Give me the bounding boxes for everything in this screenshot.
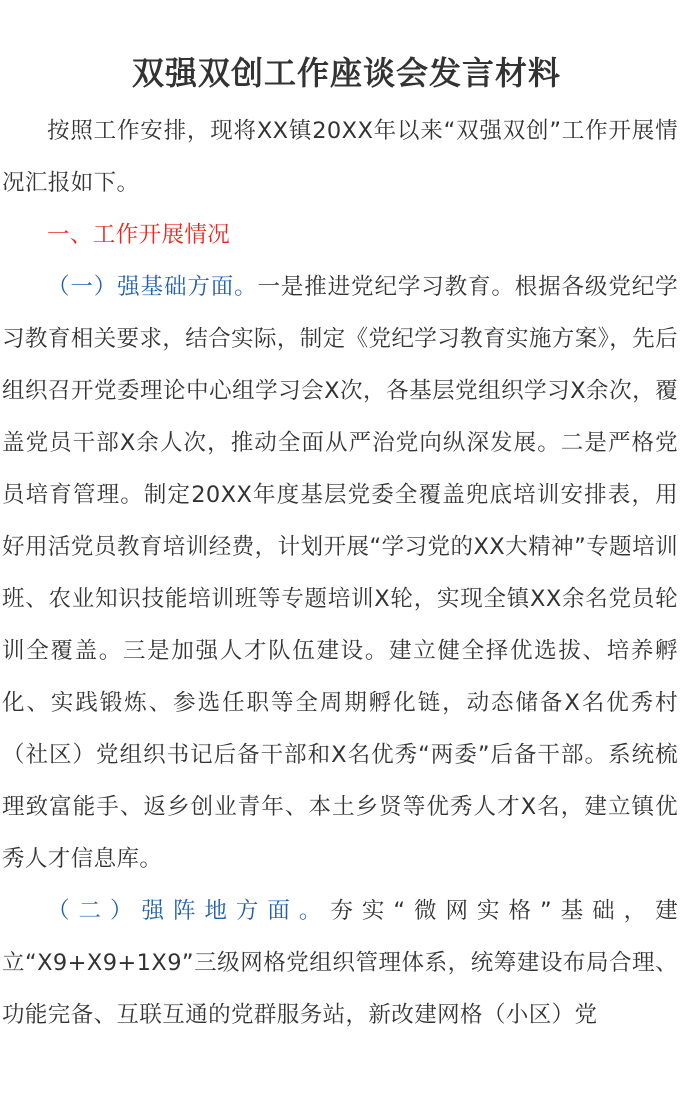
subsection-two-text: 夯实“微网实格”基础，建立“X9+X9+1X9”三级网格党组织管理体系，统筹建设布局合理、功能完备、互联互通的党群服务站，新改建网格（小区）党	[2, 898, 678, 1028]
subsection-one-text: 一是推进党纪学习教育。根据各级党纪学习教育相关要求，结合实际，制定《党纪学习教育实施方案》，先后组织召开党委理论中心组学习会X次，各基层党组织学习X余次，覆盖党员干部X余人次，推动全面从严治党向纵深发展。二是严格党员培育管理。制定20XX年度基层党委全覆盖兜底培训安排表，用好用活党员教育培训经费，计划开展“学习党的XX大精神”专题培训班、农业知识技能培训班等专题培训X轮，实现全镇XX余名党员轮训全覆盖。三是加强人才队伍建设。建立健全择优选拔、培养孵化、实践锻炼、参选任职等全周期孵化链，动态储备X名优秀村（社区）党组织书记后备干部和X名优秀“两委”后备干部。系统梳理致富能手、返乡创业青年、本土乡贤等优秀人才X名，建立镇优秀人才信息库。	[2, 274, 678, 872]
subsection-one-heading: （一）强基础方面。	[47, 274, 258, 300]
subsection-two-heading: （二）强阵地方面。	[47, 898, 331, 924]
intro-paragraph: 按照工作安排，现将XX镇20XX年以来“双强双创”工作开展情况汇报如下。	[2, 118, 678, 196]
section-heading-work-progress: 一、工作开展情况	[47, 222, 231, 248]
document-body	[2, 105, 678, 1041]
subsection-two-paragraph	[2, 885, 678, 1041]
document-title: 双强双创工作座谈会发言材料	[131, 54, 561, 93]
subsection-one-paragraph	[2, 261, 678, 885]
